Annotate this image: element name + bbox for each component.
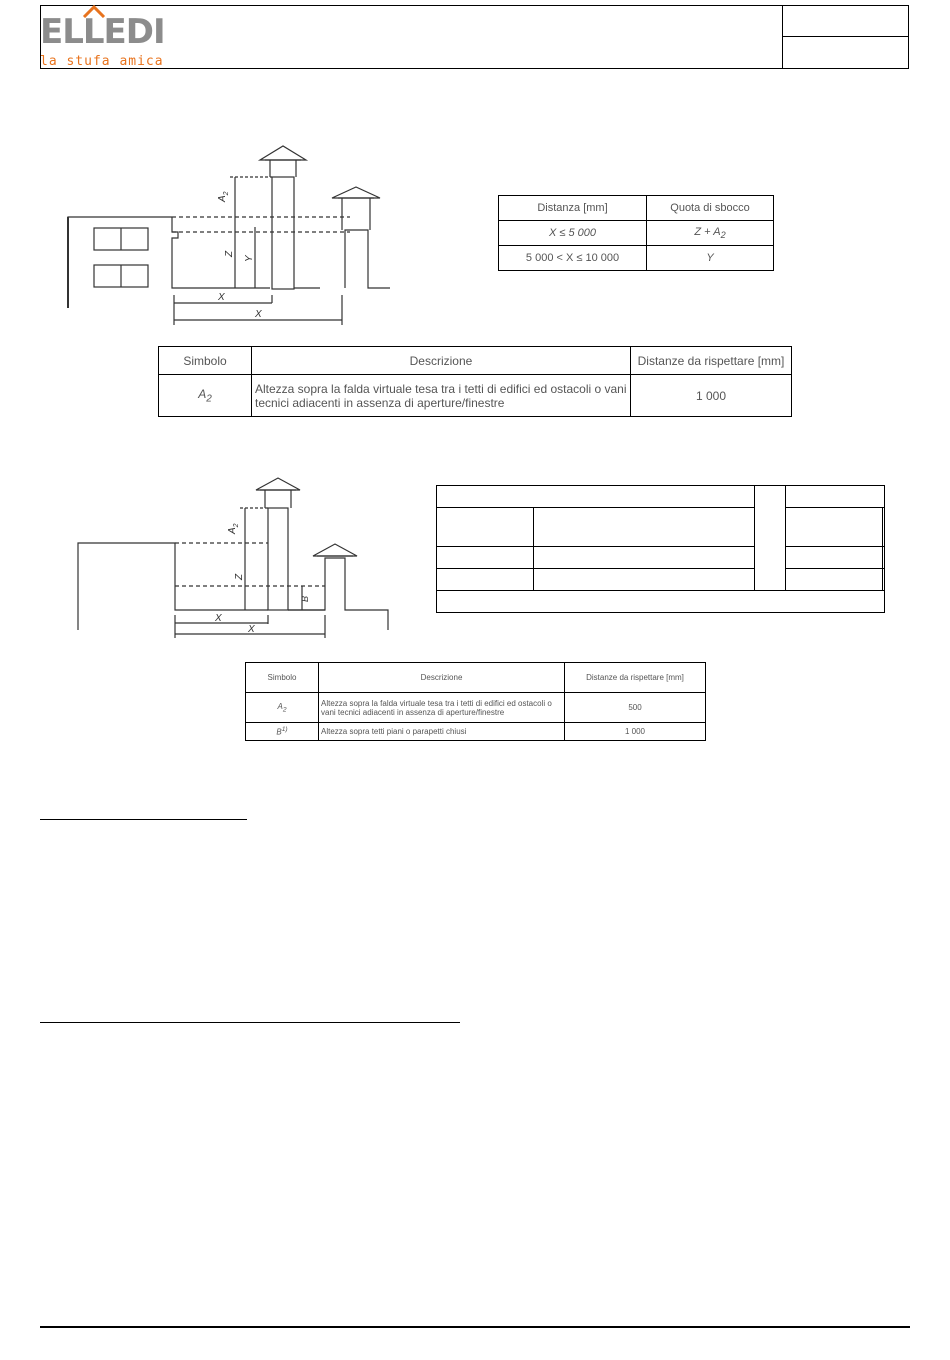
company-logo: ELLEDI <box>40 12 165 52</box>
header-description: Descrizione <box>319 663 565 693</box>
header-distance: Distanza [mm] <box>499 196 647 221</box>
label-b: B <box>300 595 310 602</box>
label-x-outer: X <box>255 309 262 320</box>
footer-rule <box>40 1326 910 1328</box>
header-info-box <box>782 5 909 69</box>
empty-distance-grid <box>436 485 885 613</box>
symbol-table-2 <box>245 662 706 741</box>
chimney-diagram-1 <box>60 140 400 330</box>
header-description: Descrizione <box>252 347 631 375</box>
header-distance-respect: Distanze da rispettare [mm] <box>565 663 706 693</box>
section-underline-1 <box>40 819 247 820</box>
table-row: $B^{1)}$ Altezza sopra tetti piani o parapetti chiusi 1 000 <box>246 723 706 741</box>
label-z: Z <box>224 250 235 257</box>
symbol-table-1 <box>158 346 792 417</box>
table-row: X ≤ 5 000 $Z + A_2$ <box>499 221 774 246</box>
header-distance-respect: Distanze da rispettare [mm] <box>631 347 792 375</box>
company-tagline: la stufa amica <box>40 54 164 69</box>
header-outlet-height: Quota di sbocco <box>647 196 774 221</box>
table-row: 5 000 < X ≤ 10 000 Y <box>499 246 774 271</box>
label-a2: $A_2$ <box>217 191 230 202</box>
header-symbol: Simbolo <box>159 347 252 375</box>
section-underline-2 <box>40 1022 460 1023</box>
label-x-inner: X <box>218 292 225 303</box>
table-row: $A_2$ Altezza sopra la falda virtuale tesa tra i tetti di edifici ed ostacoli o vani tecnici adiacenti in assenza di aperture/finestre 1 000 <box>159 375 792 417</box>
label-z: Z <box>234 573 245 580</box>
table-row: $A_2$ Altezza sopra la falda virtuale tesa tra i tetti di edifici ed ostacoli o vani tecnici adiacenti in assenza di aperture/finestre 500 <box>246 693 706 723</box>
label-y: Y <box>244 255 255 262</box>
header-info-divider <box>782 36 909 37</box>
label-a2: $A_2$ <box>227 523 240 534</box>
header-symbol: Simbolo <box>246 663 319 693</box>
label-x-inner: X <box>215 613 222 624</box>
distance-table <box>498 195 774 271</box>
page-header <box>40 5 909 69</box>
chimney-diagram-2 <box>70 470 400 640</box>
label-x-outer: X <box>248 624 255 635</box>
